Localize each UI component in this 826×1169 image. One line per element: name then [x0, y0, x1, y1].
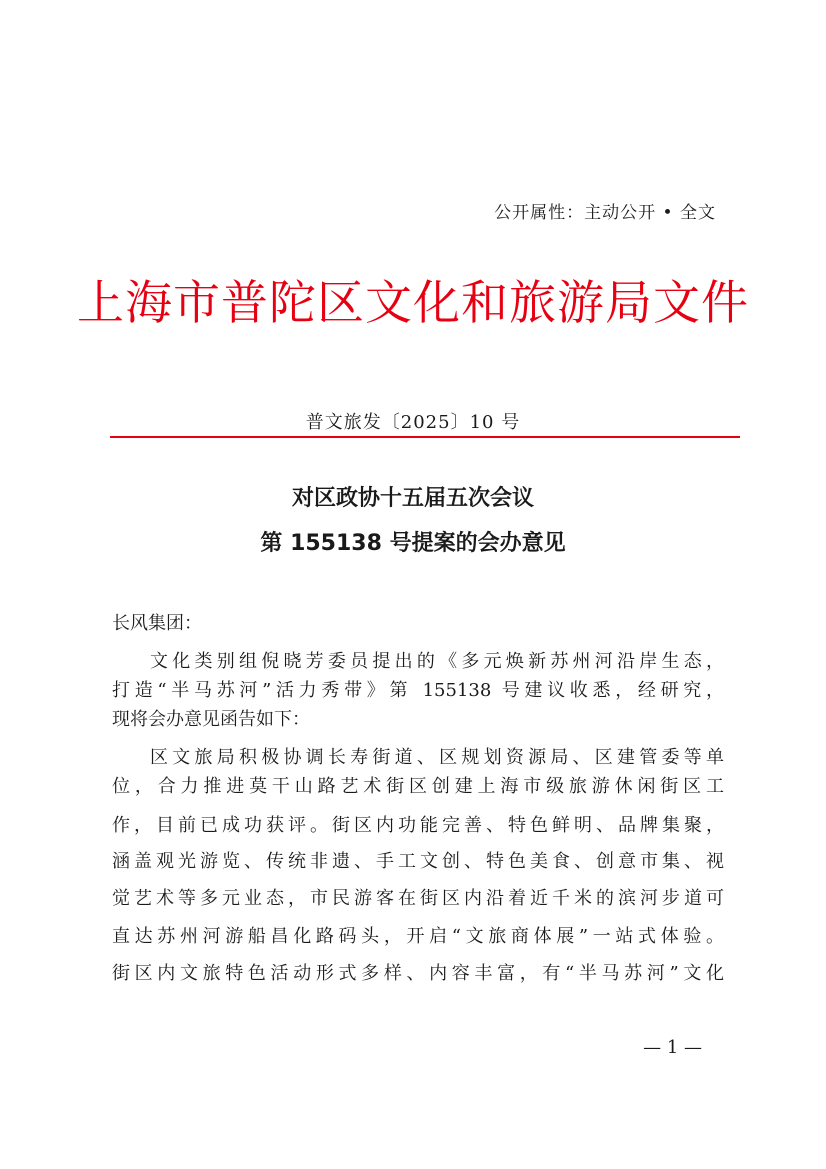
document-number: 普文旅发〔2025〕10 号 [305, 412, 521, 433]
body-line: 觉艺术等多元业态，市民游客在街区内沿着近千米的滨河步道可 [112, 888, 724, 909]
body-line: 作，目前已成功获评。街区内功能完善、特色鲜明、品牌集聚， [112, 815, 724, 836]
red-divider [110, 436, 740, 438]
body-line: 文化类别组倪晓芳委员提出的《多元焕新苏州河沿岸生态， [150, 651, 724, 672]
body-line: 打造“半马苏河”活力秀带》第 155138 号建议收悉，经研究， [112, 680, 724, 701]
body-line: 直达苏州河游船昌化路码头，开启“文旅商体展”一站式体验。 [112, 926, 724, 947]
document-title-line-2: 第 155138 号提案的会办意见 [260, 531, 566, 556]
body-line: 区文旅局积极协调长寿街道、区规划资源局、区建管委等单 [150, 747, 724, 768]
body-line: 现将会办意见函告如下： [112, 709, 310, 730]
issuer-title: 上海市普陀区文化和旅游局文件 [77, 276, 749, 331]
body-line: 街区内文旅特色活动形式多样、内容丰富，有“半马苏河”文化 [112, 963, 724, 984]
body-line: 位，合力推进莫干山路艺术街区创建上海市级旅游休闲街区工 [112, 776, 724, 797]
disclosure-attribute: 公开属性：主动公开 • 全文 [494, 203, 716, 223]
page-number: — 1 — [643, 1037, 702, 1058]
salutation: 长风集团： [112, 613, 202, 634]
document-title-line-1: 对区政协十五届五次会议 [291, 486, 534, 511]
body-line: 涵盖观光游览、传统非遗、手工文创、特色美食、创意市集、视 [112, 851, 724, 872]
